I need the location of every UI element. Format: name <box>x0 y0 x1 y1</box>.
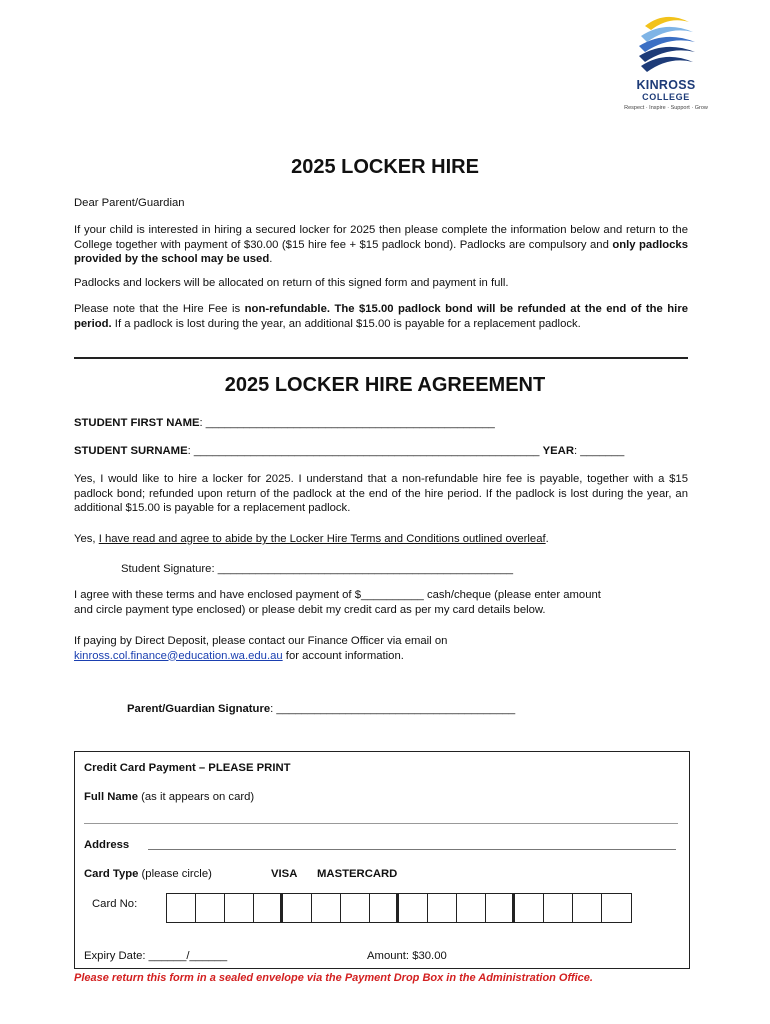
credit-card-title: Credit Card Payment – PLEASE PRINT <box>84 762 291 774</box>
card-digit-cell[interactable] <box>370 894 399 922</box>
refund-paragraph <box>74 302 688 331</box>
card-type-label: Card Type <box>84 868 139 880</box>
year-blank[interactable]: : _______ <box>573 445 625 457</box>
full-name-label: Full Name <box>84 791 138 803</box>
card-digit-cell[interactable] <box>341 894 370 922</box>
surname-field[interactable] <box>74 444 624 459</box>
direct-deposit-paragraph <box>74 634 688 663</box>
wave-emblem-icon <box>635 12 697 78</box>
card-type-row <box>84 867 212 882</box>
card-digit-cell[interactable] <box>544 894 573 922</box>
card-digit-cell[interactable] <box>254 894 283 922</box>
intro-bold-text: only padlocks provided by the school may be used <box>74 238 688 265</box>
refund-text: Please note that the Hire Fee is <box>74 303 245 315</box>
payment-line-1[interactable]: I agree with these terms and have enclosed payment of $__________ cash/cheque (please enter amount <box>74 589 601 601</box>
refund-end: If a padlock is lost during the year, an additional $15.00 is payable for a replacement padlock. <box>111 317 581 330</box>
full-name-label-row <box>84 790 254 805</box>
parent-signature-blank[interactable]: : ______________________________________ <box>270 703 516 715</box>
intro-paragraph <box>74 223 688 267</box>
card-digit-cell[interactable] <box>167 894 196 922</box>
card-digit-cell[interactable] <box>515 894 544 922</box>
student-signature-field[interactable]: Student Signature: _______________________________________________ <box>121 563 514 575</box>
first-name-field[interactable] <box>74 416 495 431</box>
address-line[interactable] <box>148 849 676 850</box>
surname-blank[interactable]: : _______________________________________________________ <box>187 445 540 457</box>
terms-link-text: I have read and agree to abide by the Locker Hire Terms and Conditions outlined overleaf <box>98 533 546 545</box>
hire-agreement-text: Yes, I would like to hire a locker for 2025. I understand that a non-refundable hire fee is payable, together with a $15 padlock bond; refunded upon return of the padlock at the end of the hire period. If the padlock is lost during the year, an additional $15.00 is payable for a replacement padlock. <box>74 473 688 514</box>
terms-end: . <box>545 533 549 545</box>
card-digit-cell[interactable] <box>602 894 631 922</box>
card-digit-cell[interactable] <box>312 894 341 922</box>
payment-paragraph <box>74 588 688 617</box>
first-name-label: STUDENT FIRST NAME <box>74 417 200 429</box>
page-title: 2025 LOCKER HIRE <box>291 156 479 178</box>
expiry-date-field[interactable]: Expiry Date: ______/______ <box>84 950 228 962</box>
allocation-paragraph: Padlocks and lockers will be allocated on return of this signed form and payment in full. <box>74 277 509 289</box>
return-instructions: Please return this form in a sealed envelope via the Payment Drop Box in the Administration Office. <box>74 972 593 984</box>
terms-agreement <box>74 532 549 547</box>
full-name-line[interactable] <box>84 813 678 824</box>
address-label: Address <box>84 839 130 851</box>
card-digit-cell[interactable] <box>283 894 312 922</box>
logo-name: KINROSS <box>636 78 696 92</box>
full-name-hint: (as it appears on card) <box>138 791 255 803</box>
card-type-hint: (please circle) <box>138 868 212 880</box>
deposit-end: for account information. <box>282 649 404 662</box>
intro-text: If your child is interested in hiring a secured locker for 2025 then please complete the information below and return to the College together with payment of $30.00 ($15 hire fee + $15 padlock bond). Padlocks are compulsory and <box>74 224 688 251</box>
payment-line-2: and circle payment type enclosed) or please debit my credit card as per my card details below. <box>74 603 546 616</box>
refund-bold-text: non-refundable. The $15.00 padlock bond will be refunded at the end of the hire period. <box>74 303 688 330</box>
college-logo <box>618 12 714 120</box>
visa-option[interactable]: VISA <box>271 868 298 880</box>
logo-sub: COLLEGE <box>642 92 690 102</box>
greeting: Dear Parent/Guardian <box>74 197 185 209</box>
finance-email-link[interactable]: kinross.col.finance@education.wa.edu.au <box>74 649 283 662</box>
card-digit-cell[interactable] <box>486 894 515 922</box>
intro-end: . <box>269 253 273 265</box>
first-name-blank[interactable]: : ______________________________________________ <box>199 417 495 429</box>
card-digit-cell[interactable] <box>196 894 225 922</box>
section-divider <box>74 357 688 359</box>
parent-signature-field[interactable] <box>127 702 515 717</box>
card-digit-cell[interactable] <box>399 894 428 922</box>
parent-signature-label: Parent/Guardian Signature <box>127 703 271 715</box>
terms-prefix: Yes, <box>74 533 99 545</box>
logo-tagline: Respect · Inspire · Support · Grow <box>624 105 708 111</box>
card-digit-cell[interactable] <box>457 894 486 922</box>
card-digit-cell[interactable] <box>428 894 457 922</box>
agreement-title: 2025 LOCKER HIRE AGREEMENT <box>224 374 546 396</box>
mastercard-option[interactable]: MASTERCARD <box>317 868 398 880</box>
year-label: YEAR <box>542 445 574 457</box>
deposit-line-2 <box>74 649 688 664</box>
card-number-label: Card No: <box>92 898 138 910</box>
card-digit-cell[interactable] <box>573 894 602 922</box>
amount-value: Amount: $30.00 <box>367 950 447 962</box>
card-number-grid[interactable] <box>166 893 632 923</box>
credit-card-section <box>74 751 690 969</box>
deposit-line-1: If paying by Direct Deposit, please contact our Finance Officer via email on <box>74 635 448 647</box>
card-digit-cell[interactable] <box>225 894 254 922</box>
surname-label: STUDENT SURNAME <box>74 445 188 457</box>
